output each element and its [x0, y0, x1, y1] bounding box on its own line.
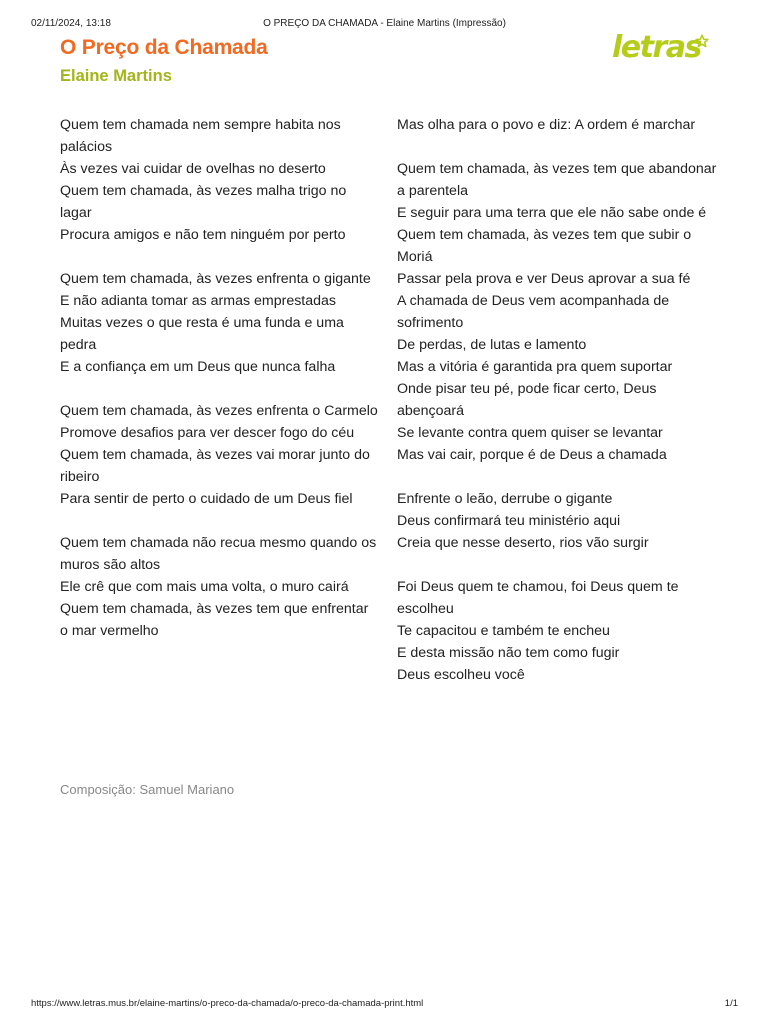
lyrics-line: Deus confirmará teu ministério aqui	[397, 513, 621, 529]
lyrics-line: Mas vai cair, porque é de Deus a chamada	[397, 447, 667, 463]
print-page-title: O PREÇO DA CHAMADA - Elaine Martins (Impressão)	[263, 18, 506, 29]
lyrics-stanza	[60, 532, 380, 642]
lyrics-stanza	[60, 400, 380, 510]
lyrics-line: Quem tem chamada não recua mesmo quando os muros são altos	[60, 535, 377, 573]
lyrics-line: Quem tem chamada, às vezes tem que enfrentar o mar vermelho	[60, 601, 369, 639]
lyrics-line: Às vezes vai cuidar de ovelhas no deserto	[60, 161, 326, 177]
lyrics-line: Procura amigos e não tem ninguém por perto	[60, 227, 346, 243]
lyrics-line: Ele crê que com mais uma volta, o muro cairá	[60, 579, 349, 595]
lyrics-line: Deus escolheu você	[397, 667, 525, 683]
lyrics-stanza	[397, 488, 717, 554]
print-date: 02/11/2024, 13:18	[31, 18, 111, 29]
lyrics-line: Creia que nesse deserto, rios vão surgir	[397, 535, 649, 551]
lyrics-line: Quem tem chamada, às vezes vai morar junto do ribeiro	[60, 447, 370, 485]
lyrics-line: Mas olha para o povo e diz: A ordem é marchar	[397, 117, 696, 133]
lyrics-line: Onde pisar teu pé, pode ficar certo, Deus abençoará	[397, 381, 657, 419]
star-icon	[695, 34, 709, 48]
lyrics-line: Quem tem chamada, às vezes enfrenta o Carmelo	[60, 403, 378, 419]
lyrics-column-right	[397, 114, 717, 708]
lyrics-stanza	[397, 114, 717, 136]
artist-name: Elaine Martins	[60, 67, 172, 85]
composer-credit: Composição: Samuel Mariano	[60, 782, 235, 797]
lyrics-line: Se levante contra quem quiser se levantar	[397, 425, 663, 441]
lyrics-line: Quem tem chamada, às vezes malha trigo no lagar	[60, 183, 347, 221]
lyrics-line: A chamada de Deus vem acompanhada de sofrimento	[397, 293, 670, 331]
page-number: 1/1	[724, 998, 738, 1009]
lyrics-line: E seguir para uma terra que ele não sabe onde é	[397, 205, 707, 221]
logo-text: letras	[612, 30, 701, 65]
lyrics-line: Quem tem chamada nem sempre habita nos palácios	[60, 117, 341, 155]
lyrics-line: E a confiança em um Deus que nunca falha	[60, 359, 336, 375]
lyrics-line: Quem tem chamada, às vezes enfrenta o gigante	[60, 271, 371, 287]
lyrics-line: Para sentir de perto o cuidado de um Deus fiel	[60, 491, 353, 507]
letras-logo	[612, 30, 712, 72]
lyrics-column-left	[60, 114, 380, 664]
song-title: O Preço da Chamada	[60, 36, 268, 59]
lyrics-stanza	[397, 576, 717, 686]
lyrics-stanza	[60, 114, 380, 246]
lyrics-line: Mas a vitória é garantida pra quem suportar	[397, 359, 673, 375]
lyrics-line: Quem tem chamada, às vezes tem que subir o Moriá	[397, 227, 692, 265]
lyrics-line: Promove desafios para ver descer fogo do céu	[60, 425, 355, 441]
lyrics-line: Enfrente o leão, derrube o gigante	[397, 491, 613, 507]
print-url: https://www.letras.mus.br/elaine-martins/o-preco-da-chamada/o-preco-da-chamada-print.html	[31, 998, 424, 1009]
lyrics-line: De perdas, de lutas e lamento	[397, 337, 587, 353]
lyrics-line: Te capacitou e também te encheu	[397, 623, 610, 639]
lyrics-line: E desta missão não tem como fugir	[397, 645, 620, 661]
print-footer	[31, 998, 738, 1012]
lyrics-line: Foi Deus quem te chamou, foi Deus quem te escolheu	[397, 579, 679, 617]
lyrics-line: E não adianta tomar as armas emprestadas	[60, 293, 337, 309]
lyrics-line: Muitas vezes o que resta é uma funda e uma pedra	[60, 315, 344, 353]
lyrics-line: Quem tem chamada, às vezes tem que abandonar a parentela	[397, 161, 717, 199]
lyrics-line: Passar pela prova e ver Deus aprovar a sua fé	[397, 271, 691, 287]
lyrics-stanza	[60, 268, 380, 378]
lyrics-stanza	[397, 158, 717, 466]
